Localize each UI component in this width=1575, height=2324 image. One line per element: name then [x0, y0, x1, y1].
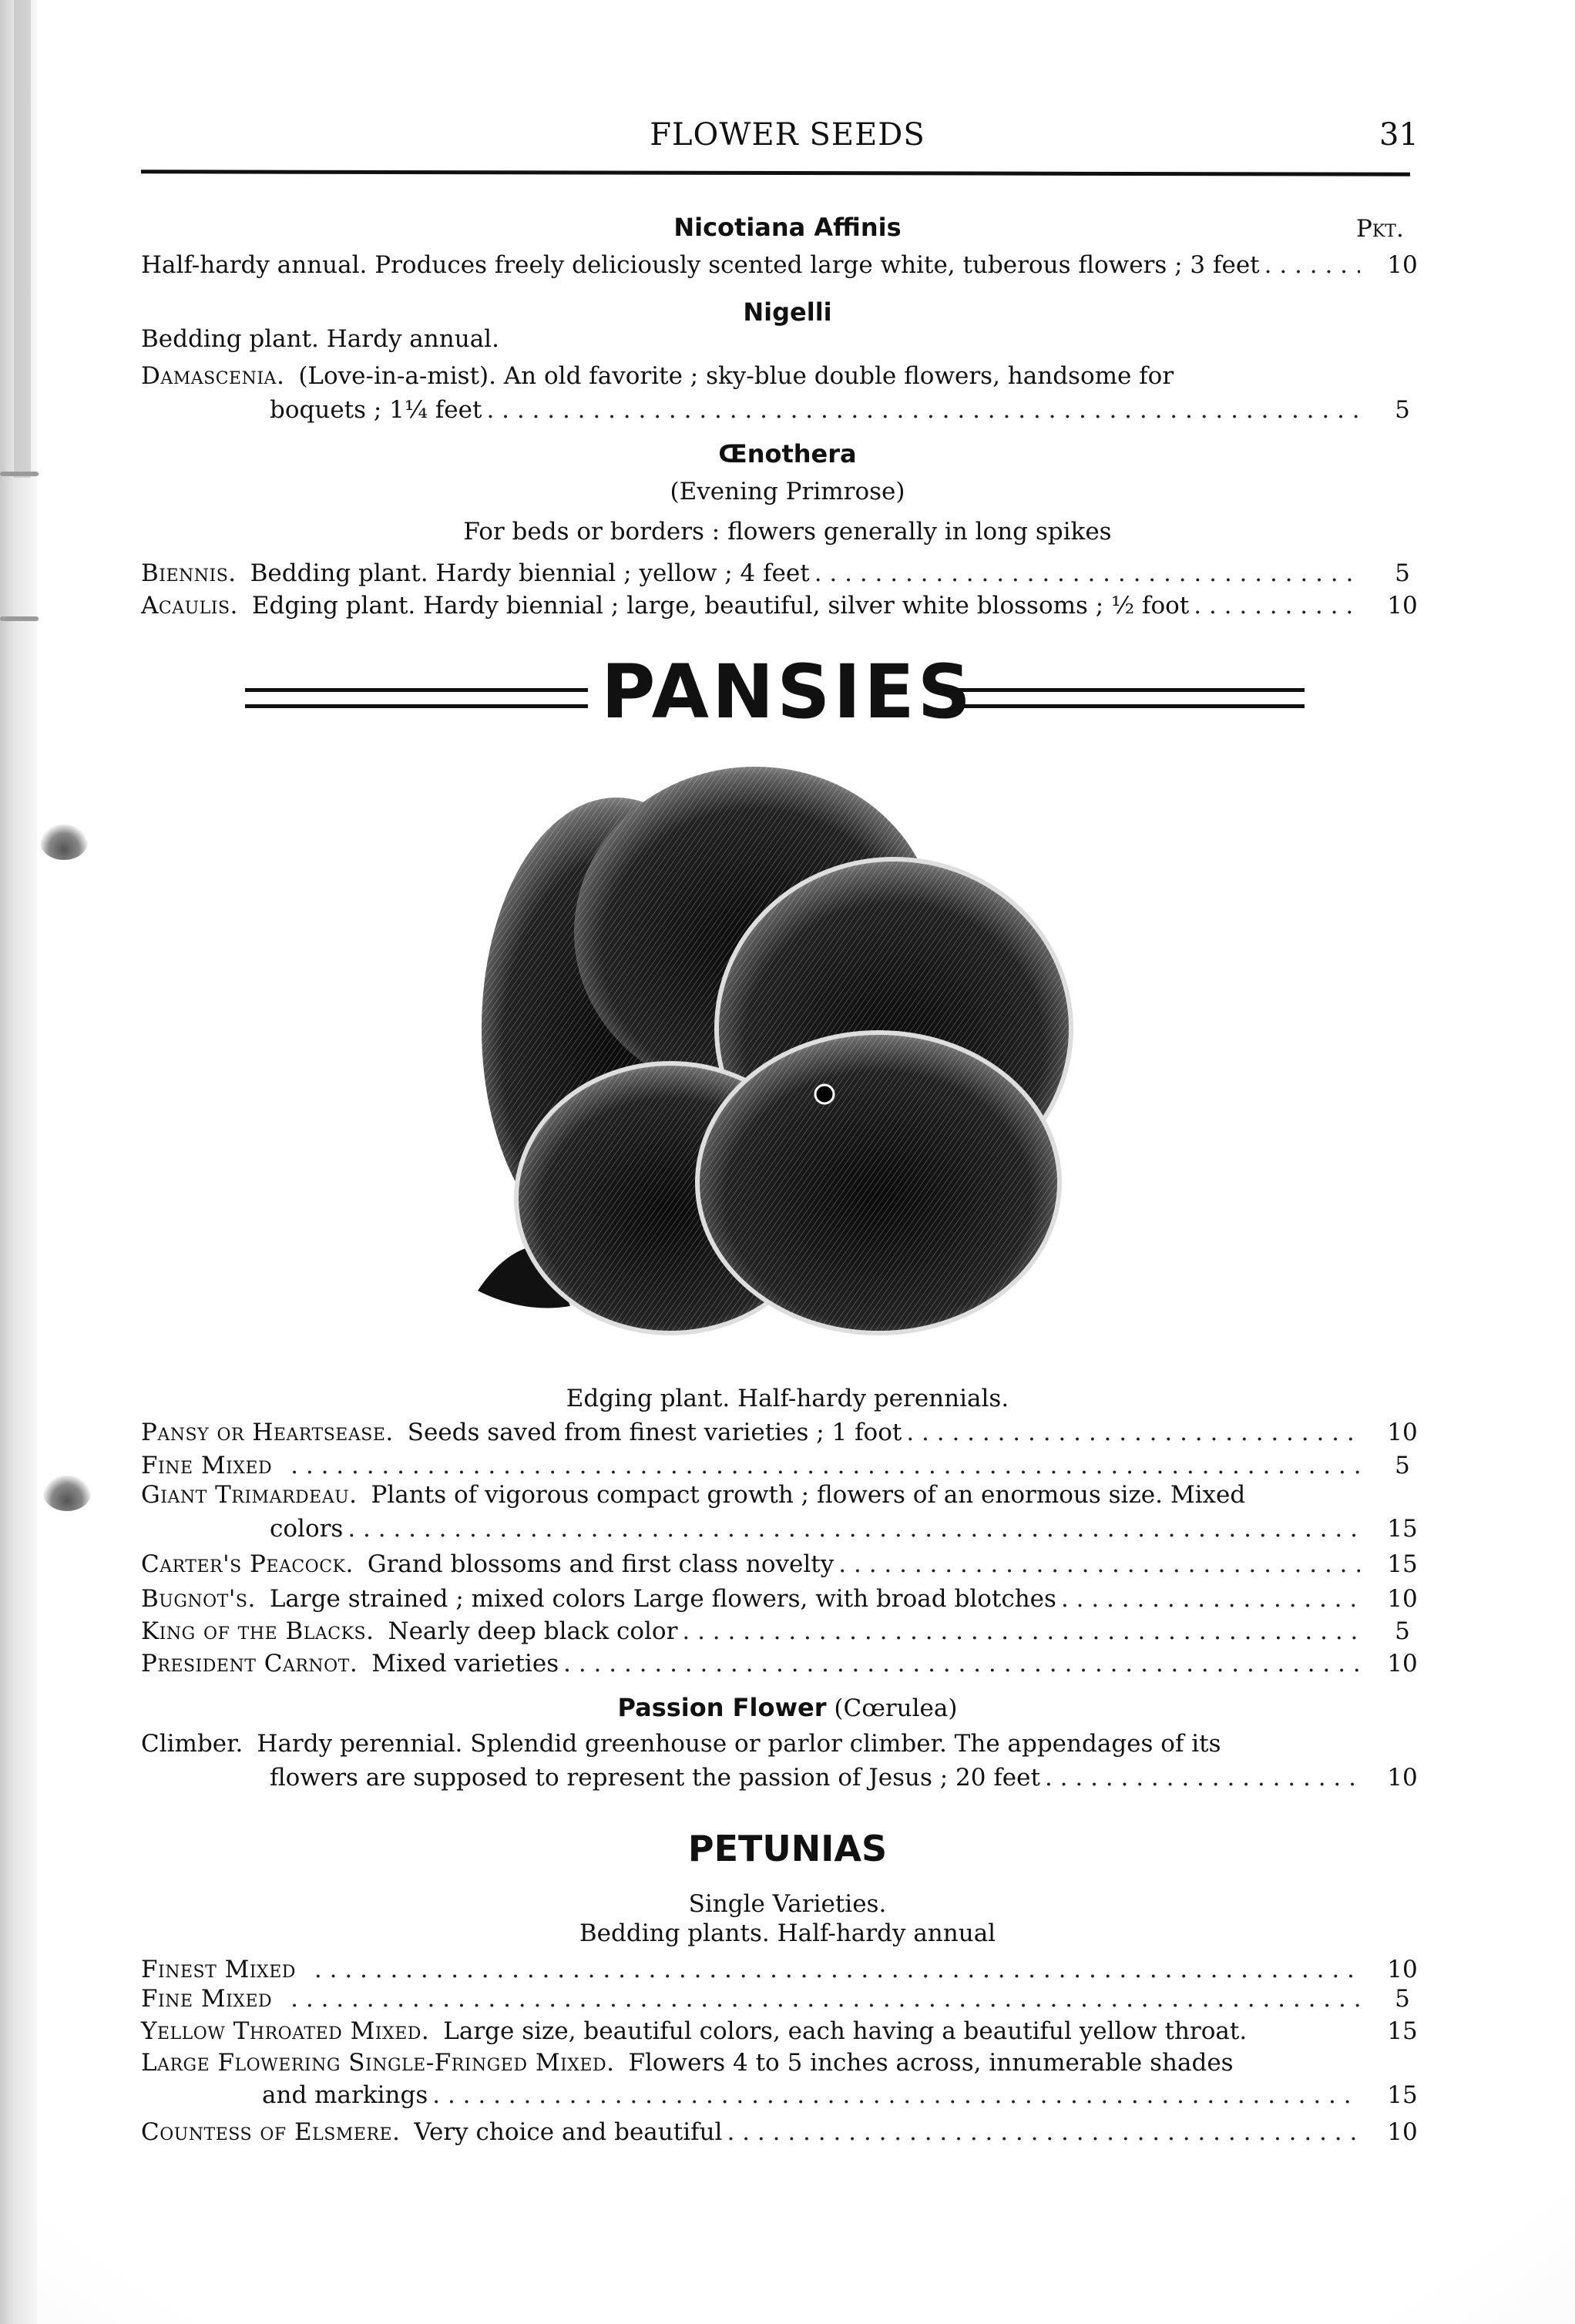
list-item-continuation [270, 396, 1360, 424]
list-item [141, 1585, 1360, 1613]
item-price: 10 [1387, 1764, 1418, 1792]
price-column-header: Pkt. [1356, 215, 1404, 243]
item-price: 10 [1387, 1585, 1418, 1613]
leader-dots [814, 559, 1360, 587]
leader-dots [290, 1452, 1360, 1479]
leader-dots [290, 1985, 1360, 2013]
item-description: Very choice and beautiful [414, 2118, 723, 2146]
binding-notch [0, 472, 39, 476]
list-item-continuation [270, 1515, 1360, 1543]
item-description: Hardy perennial. Splendid greenhouse or parlor climber. The appendages of its [257, 1730, 1221, 1758]
list-item [141, 1481, 1360, 1509]
item-description: Large size, beautiful colors, each having a beautiful yellow throat. [443, 2017, 1248, 2045]
leader-dots [906, 1419, 1360, 1446]
list-item [141, 362, 1360, 390]
item-price: 10 [1387, 1419, 1418, 1446]
leader-dots [314, 1956, 1360, 1983]
list-item [141, 1617, 1360, 1645]
leader-dots [838, 1550, 1360, 1578]
pansy-eye [815, 1085, 834, 1103]
leader-dots [486, 396, 1360, 424]
binding-notch [0, 616, 39, 621]
list-item [141, 251, 1360, 279]
item-price: 10 [1387, 251, 1418, 279]
page-number: 31 [1379, 117, 1419, 153]
list-item [141, 1650, 1360, 1678]
item-price: 10 [1387, 2118, 1418, 2146]
heading-note: (Cœrulea) [834, 1694, 958, 1722]
list-item [141, 1730, 1360, 1758]
item-name: Biennis. [141, 559, 237, 587]
list-item [141, 1419, 1360, 1446]
item-description: Seeds saved from finest varieties ; 1 foot [407, 1419, 902, 1446]
list-item [141, 1452, 1360, 1479]
intro-text: Bedding plant. Hardy annual. [141, 325, 499, 353]
section-intro: For beds or borders : flowers generally in long spikes [463, 518, 1112, 546]
item-description-cont: boquets ; 1¼ feet [270, 396, 482, 424]
punch-hole [40, 824, 88, 860]
item-name: Finest Mixed [141, 1956, 296, 1983]
section-intro: Bedding plants. Half-hardy annual [579, 1919, 996, 1947]
item-description: Plants of vigorous compact growth ; flowers of an enormous size. Mixed [371, 1481, 1246, 1509]
section-title-pansies: PANSIES [601, 649, 974, 735]
list-item [141, 2118, 1360, 2146]
title-rule-right [958, 688, 1305, 708]
list-item [141, 2049, 1360, 2077]
section-intro: Edging plant. Half-hardy perennials. [566, 1385, 1009, 1412]
section-heading-nicotiana: Nicotiana Affinis [673, 213, 902, 242]
leader-dots [727, 2118, 1360, 2146]
item-price: 15 [1387, 2081, 1418, 2109]
running-title: FLOWER SEEDS [650, 117, 925, 153]
item-description: Bedding plant. Hardy biennial ; yellow ; 4 feet [250, 559, 810, 587]
item-price: 10 [1387, 592, 1418, 620]
leader-dots [1045, 1764, 1360, 1792]
item-name: Climber. [141, 1730, 243, 1758]
item-price: 10 [1387, 1956, 1418, 1983]
section-intro [141, 325, 1360, 353]
leader-dots [348, 1515, 1360, 1543]
list-item [141, 1985, 1360, 2013]
item-description: Edging plant. Hardy biennial ; large, beautiful, silver white blossoms ; ½ foot [251, 592, 1190, 620]
item-price: 15 [1387, 1515, 1418, 1543]
item-name: Bugnot's. [141, 1585, 256, 1613]
item-description: (Love-in-a-mist). An old favorite ; sky-blue double flowers, handsome for [298, 362, 1174, 390]
item-name: Large Flowering Single-Fringed Mixed. [141, 2049, 615, 2077]
item-description: Grand blossoms and first class novelty [367, 1550, 835, 1578]
item-description-cont: and markings [262, 2081, 428, 2109]
item-price: 5 [1395, 1985, 1410, 2013]
pansy-illustration [462, 751, 1094, 1337]
item-description: Nearly deep black color [388, 1617, 678, 1645]
section-heading-nigelli: Nigelli [743, 297, 832, 327]
item-description: Large strained ; mixed colors Large flowers, with broad blotches [269, 1585, 1056, 1613]
item-name: Fine Mixed [141, 1452, 273, 1479]
item-name: President Carnot. [141, 1650, 358, 1678]
item-name: Countess of Elsmere. [141, 2118, 401, 2146]
item-name: Fine Mixed [141, 1985, 273, 2013]
list-item [141, 559, 1360, 587]
list-item-continuation [270, 1764, 1360, 1792]
heading-text: Passion Flower [617, 1693, 827, 1722]
header-rule [141, 170, 1410, 176]
binding-edge [0, 0, 37, 2324]
item-name: King of the Blacks. [141, 1617, 374, 1645]
item-description-cont: flowers are supposed to represent the passion of Jesus ; 20 feet [270, 1764, 1040, 1792]
section-title-petunias: PETUNIAS [687, 1828, 888, 1869]
leader-dots [563, 1650, 1360, 1678]
item-description: Half-hardy annual. Produces freely deliciously scented large white, tuberous flowers ; 3 feet [141, 251, 1260, 279]
item-description: Flowers 4 to 5 inches across, innumerable shades [628, 2049, 1234, 2077]
item-name: Carter's Peacock. [141, 1550, 354, 1578]
leader-dots [1061, 1585, 1360, 1613]
item-price: 15 [1387, 2017, 1418, 2045]
list-item [141, 1550, 1360, 1578]
section-heading-oenothera: Œnothera [718, 439, 857, 468]
leader-dots [682, 1617, 1360, 1645]
list-item [141, 1956, 1360, 1983]
section-heading-passion-flower [0, 1693, 1575, 1722]
item-name: Yellow Throated Mixed. [141, 2017, 430, 2045]
item-name: Giant Trimardeau. [141, 1481, 358, 1509]
pansy-petal [697, 1033, 1060, 1333]
list-item [141, 2017, 1374, 2045]
item-description-cont: colors [270, 1515, 344, 1543]
item-price: 5 [1395, 396, 1410, 424]
item-description: Mixed varieties [371, 1650, 559, 1678]
item-price: 5 [1395, 1617, 1410, 1645]
leader-dots [432, 2081, 1360, 2109]
list-item [141, 592, 1360, 620]
item-name: Acaulis. [141, 592, 238, 620]
section-common-name: (Evening Primrose) [670, 478, 905, 505]
punch-hole [43, 1476, 91, 1511]
list-item-continuation [262, 2081, 1360, 2109]
item-price: 15 [1387, 1550, 1418, 1578]
leader-dots [1264, 251, 1360, 279]
item-price: 5 [1395, 559, 1410, 587]
item-name: Pansy or Heartsease. [141, 1419, 394, 1446]
item-price: 10 [1387, 1650, 1418, 1678]
leader-dots [1194, 592, 1360, 620]
item-price: 5 [1395, 1452, 1410, 1479]
section-subtitle: Single Varieties. [688, 1890, 887, 1918]
item-name: Damascenia. [141, 362, 285, 390]
